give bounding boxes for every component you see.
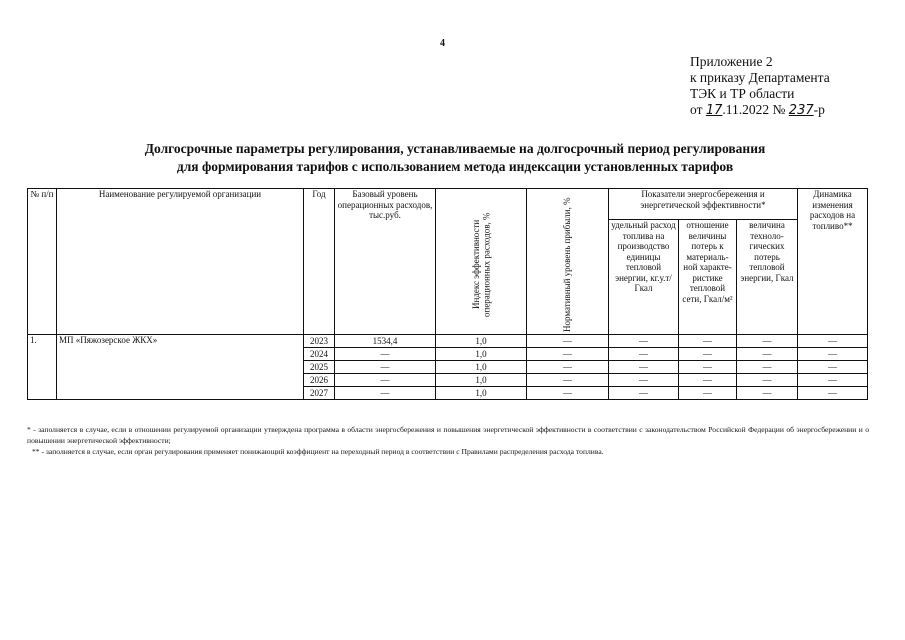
cell-fuel: — bbox=[798, 387, 868, 400]
header-num: № п/п bbox=[28, 189, 57, 335]
header-sub3: величина техноло-гических потерь тепловой энергии, Гкал bbox=[737, 220, 798, 335]
footnote-2: ** - заполняется в случае, если орган регулирования применяет понижающий коэффициент на переходный период в соответствии с Правилами распределения расхода топлива. bbox=[32, 447, 604, 456]
cell-profit: — bbox=[527, 387, 609, 400]
handwritten-day: 17 bbox=[705, 103, 723, 118]
cell-sub1: — bbox=[609, 374, 679, 387]
cell-fuel: — bbox=[798, 361, 868, 374]
header-index-text: Индекс эффективности операционных расходов, % bbox=[470, 211, 491, 317]
date-prefix: от bbox=[690, 102, 706, 117]
footnote-1: * - заполняется в случае, если в отношении регулируемой организации утверждена программа в области энергосбережения и повышения энергетической эффективности в соответствии с законодательством Российской Федерации об энергосбережении и о повышении энергетической эффективности; bbox=[27, 425, 869, 445]
cell-index: 1,0 bbox=[436, 348, 527, 361]
cell-base: — bbox=[335, 387, 436, 400]
cell-profit: — bbox=[527, 374, 609, 387]
header-base: Базовый уровень операционных расходов, тыс.руб. bbox=[335, 189, 436, 335]
document-title bbox=[60, 140, 850, 176]
footnotes bbox=[27, 424, 869, 457]
org-num: 1. bbox=[28, 335, 57, 400]
cell-sub2: — bbox=[679, 374, 737, 387]
cell-sub1: — bbox=[609, 387, 679, 400]
cell-base: — bbox=[335, 348, 436, 361]
appendix-date-line bbox=[690, 102, 830, 119]
handwritten-doc-number: 237 bbox=[788, 103, 814, 118]
table-row bbox=[28, 335, 868, 348]
appendix-line-3: ТЭК и ТР области bbox=[690, 86, 795, 101]
cell-sub3: — bbox=[737, 387, 798, 400]
title-line-2: для формирования тарифов с использованием метода индексации установленных тарифов bbox=[176, 159, 734, 174]
cell-sub1: — bbox=[609, 335, 679, 348]
appendix-block bbox=[690, 54, 830, 119]
cell-profit: — bbox=[527, 335, 609, 348]
cell-year: 2023 bbox=[304, 335, 335, 348]
doc-suffix: -р bbox=[813, 102, 825, 117]
org-name: МП «Пяжозерское ЖКХ» bbox=[57, 335, 304, 400]
cell-index: 1,0 bbox=[436, 374, 527, 387]
header-year: Год bbox=[304, 189, 335, 335]
cell-fuel: — bbox=[798, 374, 868, 387]
cell-sub2: — bbox=[679, 387, 737, 400]
cell-sub1: — bbox=[609, 348, 679, 361]
header-profit bbox=[527, 189, 609, 335]
appendix-line-1: Приложение 2 bbox=[690, 54, 773, 69]
cell-sub3: — bbox=[737, 374, 798, 387]
cell-index: 1,0 bbox=[436, 387, 527, 400]
cell-year: 2027 bbox=[304, 387, 335, 400]
page-number: 4 bbox=[440, 38, 445, 49]
cell-sub2: — bbox=[679, 335, 737, 348]
cell-fuel: — bbox=[798, 335, 868, 348]
cell-sub3: — bbox=[737, 348, 798, 361]
cell-base: — bbox=[335, 374, 436, 387]
parameters-table bbox=[27, 188, 868, 400]
appendix-line-2: к приказу Департамента bbox=[690, 70, 830, 85]
cell-profit: — bbox=[527, 361, 609, 374]
cell-base: 1534,4 bbox=[335, 335, 436, 348]
header-index bbox=[436, 189, 527, 335]
cell-year: 2025 bbox=[304, 361, 335, 374]
header-sub2: отношение величины потерь к материаль-ной характе-ристике тепловой сети, Гкал/м² bbox=[679, 220, 737, 335]
cell-profit: — bbox=[527, 348, 609, 361]
header-profit-text: Нормативный уровень прибыли, % bbox=[562, 196, 573, 332]
cell-sub2: — bbox=[679, 361, 737, 374]
cell-year: 2026 bbox=[304, 374, 335, 387]
cell-fuel: — bbox=[798, 348, 868, 361]
header-fuel: Динамика изменения расходов на топливо** bbox=[798, 189, 868, 335]
cell-sub3: — bbox=[737, 335, 798, 348]
cell-index: 1,0 bbox=[436, 361, 527, 374]
header-energy-group: Показатели энергосбережения и энергетической эффективности* bbox=[609, 189, 798, 220]
cell-sub1: — bbox=[609, 361, 679, 374]
cell-sub3: — bbox=[737, 361, 798, 374]
cell-index: 1,0 bbox=[436, 335, 527, 348]
header-org: Наименование регулируемой организации bbox=[57, 189, 304, 335]
cell-year: 2024 bbox=[304, 348, 335, 361]
date-rest: .11.2022 № bbox=[722, 102, 789, 117]
title-line-1: Долгосрочные параметры регулирования, устанавливаемые на долгосрочный период регулирования bbox=[144, 141, 766, 156]
cell-sub2: — bbox=[679, 348, 737, 361]
cell-base: — bbox=[335, 361, 436, 374]
header-sub1: удельный расход топлива на производство единицы тепловой энергии, кг.у.т/Гкал bbox=[609, 220, 679, 335]
header-row-1 bbox=[28, 189, 868, 220]
